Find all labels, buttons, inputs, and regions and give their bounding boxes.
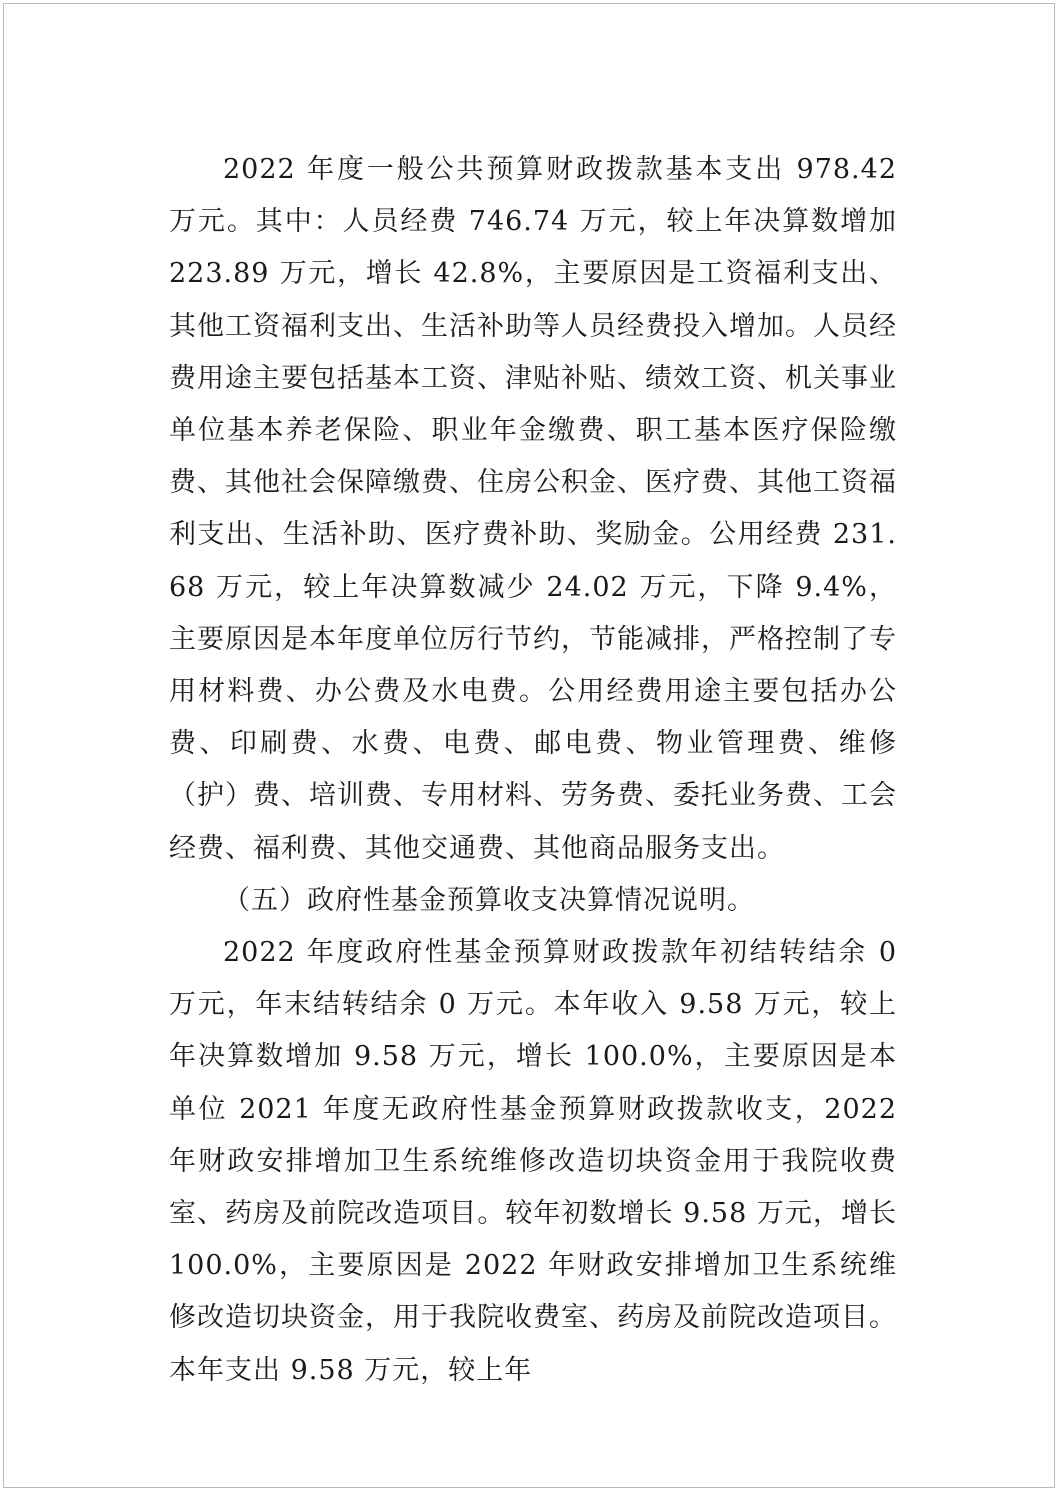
section-heading-government-fund-budget: （五）政府性基金预算收支决算情况说明。 (223, 884, 755, 916)
paragraph-general-budget-basic-expenditure: 2022 年度一般公共预算财政拨款基本支出 978.42 万元。其中：人员经费 746.74 万元，较上年决算数增加 223.89 万元，增长 42.8%，主要原因是工资福利支出、其他工资福利支出、生活补助等人员经费投入增加。人员经费用途主要包括基本工资、津贴补贴、绩效工资、机关事业单位基本养老保险、职业年金缴费、职工基本医疗保险缴费、其他社会保障缴费、住房公积金、医疗费、其他工资福利支出、生活补助、医疗费补助、奖励金。公用经费 231.68 万元，较上年决算数减少 24.02 万元，下降 9.4%，主要原因是本年度单位厉行节约，节能减排，严格控制了专用材料费、办公费及水电费。公用经费用途主要包括办公费、印刷费、水费、电费、邮电费、物业管理费、维修（护）费、培训费、专用材料、劳务费、委托业务费、工会经费、福利费、其他交通费、其他商品服务支出。 (169, 154, 897, 864)
document-page (3, 3, 1055, 1488)
document-body (169, 144, 897, 1397)
paragraph-government-fund-budget: 2022 年度政府性基金预算财政拨款年初结转结余 0 万元，年末结转结余 0 万元。本年收入 9.58 万元，较上年决算数增加 9.58 万元，增长 100.0%，主要原因是本单位 2021 年度无政府性基金预算财政拨款收支，2022 年财政安排增加卫生系统维修改造切块资金用于我院收费室、药房及前院改造项目。较年初数增长 9.58 万元，增长 100.0%，主要原因是 2022 年财政安排增加卫生系统维修改造切块资金，用于我院收费室、药房及前院改造项目。本年支出 9.58 万元，较上年 (169, 937, 897, 1386)
